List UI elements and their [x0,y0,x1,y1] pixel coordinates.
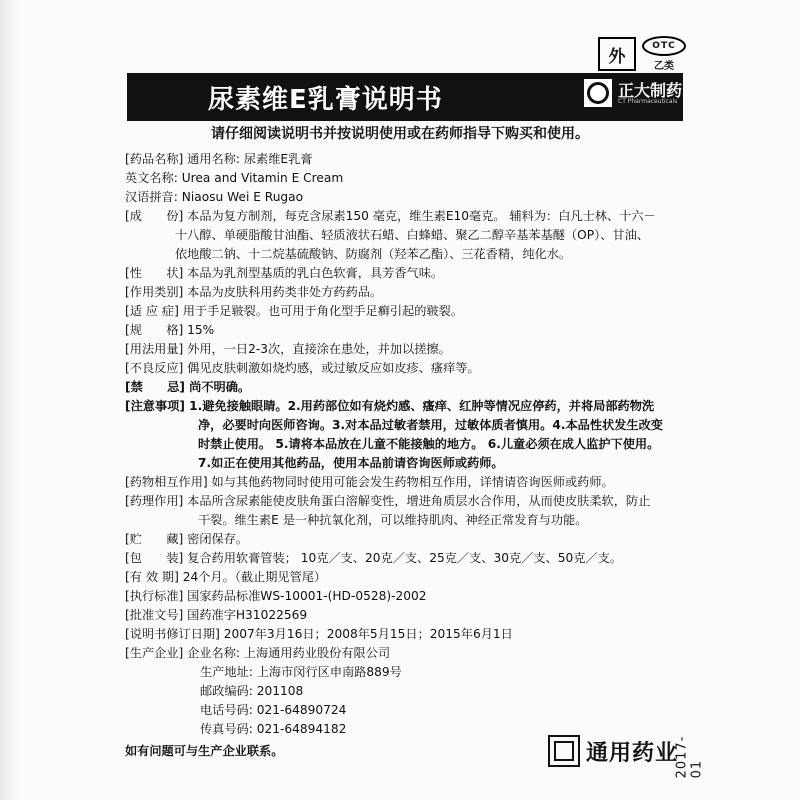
otc-mark [642,36,686,72]
row-value: 如与其他药物同时使用可能会发生药物相互作用，详情请咨询医师或药师。 [211,475,614,489]
page-title: 尿素维E乳膏说明书 [208,85,443,115]
row-value: 外用，一日2-3次，直接涂在患处，并加以搓擦。 [187,342,451,356]
row-label: [性 状] [125,266,184,280]
row-value: 国药准字H31022569 [187,608,308,622]
row-continuation: 净，必要时向医师咨询。3.对本品过敏者禁用，过敏体质者慎用。4.本品性状发生改变 [198,418,663,432]
row-specification [125,321,214,340]
row-continuation: 7.如正在使用其他药品，使用本品前请咨询医师或药师。 [198,456,504,470]
row-label: [执行标准] [125,589,184,603]
row-value: 密闭保存。 [187,532,249,546]
otc-category: 乙类 [654,61,674,72]
row-value: 国家药品标准WS-10001-(HD-0528)-2002 [187,589,427,603]
row-label: [不良反应] [125,361,184,375]
row-adverse-reactions [125,359,480,378]
company-logo-text: 通用药业 [586,740,679,766]
row-value: Urea and Vitamin E Cream [181,171,344,185]
row-value: 2007年3月16日；2008年5月15日；2015年6月1日 [223,627,513,641]
row-appearance [125,264,443,283]
row-label: [药品名称] [125,152,184,166]
brand-name: 正大制药 [618,81,683,100]
row-label: [药物相互作用] [125,475,208,489]
otc-badge [598,36,686,72]
manufacturer-fax: 传真号码: 021-64894182 [200,722,347,736]
row-label: [有 效 期] [125,570,179,584]
row-label: [说明书修订日期] [125,627,220,641]
company-logo [548,735,678,767]
row-value: 本品为皮肤科用药类非处方药药品。 [187,285,383,299]
row-manufacturer [125,644,390,663]
row-expiry [125,568,326,587]
company-logo-icon [548,735,580,767]
row-continuation: 依地酸二钠、十二烷基硫酸钠、防腐剂（羟苯乙酯）、三花香精，纯化水。 [175,247,572,261]
row-drug-interactions [125,473,614,492]
row-precautions [125,397,654,416]
manufacturer-address: 生产地址: 上海市闵行区申南路889号 [200,665,402,679]
row-value: 偶见皮肤刺激如烧灼感，或过敏反应如皮疹、瘙痒等。 [187,361,480,375]
row-category [125,283,382,302]
row-approval-number [125,606,307,625]
row-value: 复合药用软膏管装； 10克／支、20克／支、25克／支、30克／支、50克／支。 [187,551,622,565]
row-drug-name [125,150,313,169]
row-label: [贮 藏] [125,532,184,546]
row-label: 英文名称: [125,171,178,185]
row-label: [作用类别] [125,285,184,299]
manufacturer-postcode: 邮政编码: 201108 [200,684,304,698]
row-standard [125,587,427,606]
row-value: Niaosu Wei E Rugao [181,190,304,204]
usage-notice: 请仔细阅读说明书并按说明使用或在药师指导下购买和使用。 [211,126,589,142]
row-continuation: 干裂。维生素E 是一种抗氧化剂，可以维持肌肉、神经正常发育与功能。 [198,513,588,527]
row-label: [包 装] [125,551,184,565]
row-label: [批准文号] [125,608,184,622]
brand-logo-icon [584,79,612,107]
manufacturer-phone: 电话号码: 021-64890724 [200,703,347,717]
row-ingredients [125,207,656,226]
row-label: [成 份] [125,209,184,223]
row-value: 通用名称: 尿素维E乳膏 [187,152,313,166]
row-label: [规 格] [125,323,184,337]
row-continuation: 时禁止使用。 5.请将本品放在儿童不能接触的地方。 6.儿童必须在成人监护下使用。 [198,437,660,451]
row-label: [适 应 症] [125,304,179,318]
row-value: 24个月。（截止期见管尾） [182,570,327,584]
row-package [125,549,622,568]
row-english-name [125,169,343,188]
row-label: [注意事项] [125,399,185,413]
row-pinyin [125,188,303,207]
external-use-mark: 外 [598,37,636,71]
version-code-wrapper [674,716,706,786]
brand-subtitle: CT Pharmaceuticals [618,98,678,105]
row-pharmacology [125,492,650,511]
row-value: 用于手足皲裂。也可用于角化型手足癣引起的皲裂。 [182,304,464,318]
row-contraindications [125,378,250,397]
row-value: 尚不明确。 [189,380,251,394]
row-storage [125,530,248,549]
otc-ellipse: OTC [642,36,686,56]
paper-edge [0,0,18,800]
row-continuation: 十八醇、单硬脂酸甘油酯、轻质液状石蜡、白蜂蜡、聚乙二醇辛基苯基醚（OP）、甘油、 [175,228,649,242]
row-label: [生产企业] [125,646,184,660]
contact-note: 如有问题可与生产企业联系。 [125,744,284,758]
row-dosage [125,340,451,359]
row-value: 本品所含尿素能使皮肤角蛋白溶解变性，增进角质层水合作用，从而使皮肤柔软，防止 [187,494,651,508]
row-label: 汉语拼音: [125,190,178,204]
row-label: [禁 忌] [125,380,185,394]
row-value: 本品为乳剂型基质的乳白色软膏，具芳香气味。 [187,266,444,280]
row-value: 1.避免接触眼睛。2.用药部位如有烧灼感、瘙痒、红肿等情况应停药，并将局部药物洗 [189,399,655,413]
row-value: 企业名称: 上海通用药业股份有限公司 [187,646,391,660]
row-value: 15% [187,323,215,337]
version-code: 2017-01 [674,735,705,779]
row-label: [用法用量] [125,342,184,356]
row-value: 本品为复方制剂，每克含尿素150 毫克，维生素E10毫克。 辅料为：白凡士林、十六－ [187,209,656,223]
row-label: [药理作用] [125,494,184,508]
row-indications [125,302,463,321]
row-revision-date [125,625,513,644]
